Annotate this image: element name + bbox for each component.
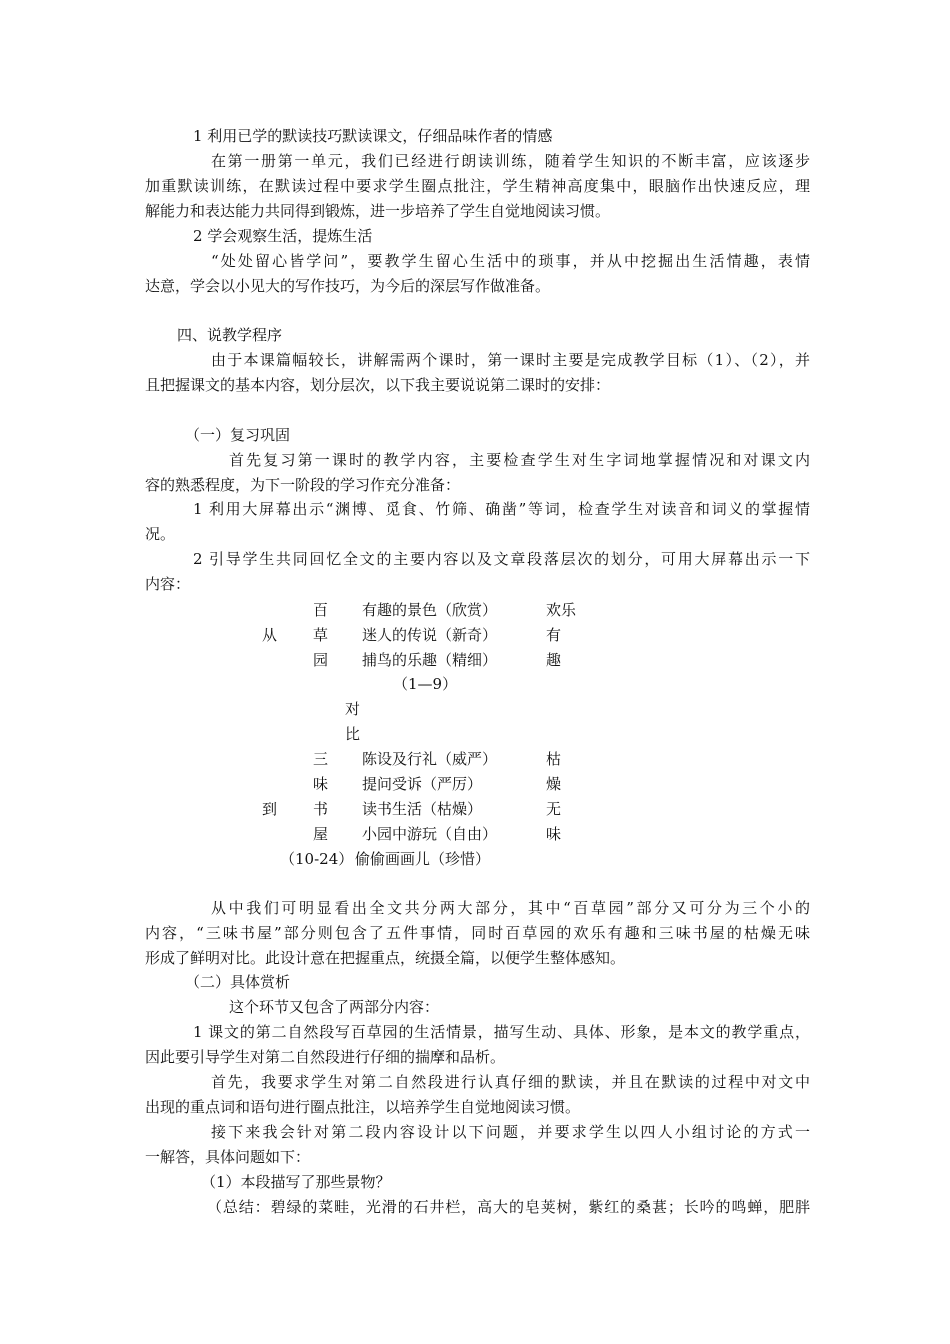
outline-item: 草 [313, 626, 329, 644]
text-line: 四、说教学程序 [177, 326, 283, 344]
text-line: 2 引导学生共同回忆全文的主要内容以及文章段落层次的划分，可用大屏幕出示一下 [193, 550, 810, 568]
outline-item: 有 [546, 626, 562, 644]
outline-item: （1—9） [393, 675, 458, 693]
outline-item: 无 [546, 800, 562, 818]
text-line: 在第一册第一单元，我们已经进行朗读训练，随着学生知识的不断丰富，应该逐步 [211, 152, 810, 170]
text-line: 1 利用已学的默读技巧默读课文，仔细品味作者的情感 [193, 127, 553, 145]
outline-item: 迷人的传说（新奇） [362, 626, 498, 644]
outline-item: 到 [262, 800, 278, 818]
outline-item: 陈设及行礼（威严） [362, 750, 498, 768]
outline-item: 百 [313, 601, 329, 619]
outline-item: 对 [345, 700, 361, 718]
text-line: 首先，我要求学生对第二自然段进行认真仔细的默读，并且在默读的过程中对文中 [211, 1073, 810, 1091]
outline-item: 欢乐 [546, 601, 577, 619]
text-line: 一解答，具体问题如下： [145, 1148, 311, 1166]
outline-item: 燥 [546, 775, 562, 793]
outline-item: 小园中游玩（自由） [362, 825, 498, 843]
text-line: 况。 [145, 525, 176, 543]
outline-item: 比 [345, 725, 361, 743]
outline-item: 趣 [546, 651, 562, 669]
outline-item: 从 [262, 626, 278, 644]
text-line: （一）复习巩固 [185, 426, 291, 444]
text-line: （二）具体赏析 [185, 973, 291, 991]
text-line: 达意，学会以小见大的写作技巧，为今后的深层写作做准备。 [145, 277, 551, 295]
outline-item: 提问受诉（严厉） [362, 775, 483, 793]
outline-item: 捕鸟的乐趣（精细） [362, 651, 498, 669]
text-line: 内容，“三味书屋”部分则包含了五件事情，同时百草园的欢乐有趣和三味书屋的枯燥无味 [145, 924, 810, 942]
text-line: （1）本段描写了那些景物？ [201, 1173, 391, 1191]
outline-item: （10-24） [280, 850, 354, 868]
outline-item: 枯 [546, 750, 562, 768]
outline-item: 书 [313, 800, 329, 818]
outline-item: 偷偷画画儿（珍惜） [355, 850, 491, 868]
text-line: 出现的重点词和语句进行圈点批注，以培养学生自觉地阅读习惯。 [145, 1098, 581, 1116]
text-line: “处处留心皆学问”，要教学生留心生活中的琐事，并从中挖掘出生活情趣，表情 [211, 252, 810, 270]
text-line: （总结：碧绿的菜畦，光滑的石井栏，高大的皂荚树，紫红的桑葚；长吟的鸣蝉，肥胖 [207, 1198, 810, 1216]
outline-item: 三 [313, 750, 329, 768]
text-line: 接下来我会针对第二段内容设计以下问题，并要求学生以四人小组讨论的方式一 [211, 1123, 810, 1141]
outline-item: 读书生活（枯燥） [362, 800, 483, 818]
text-line: 因此要引导学生对第二自然段进行仔细的揣摩和品析。 [145, 1048, 506, 1066]
text-line: 2 学会观察生活，提炼生活 [193, 227, 373, 245]
outline-item: 园 [313, 651, 329, 669]
text-line: 加重默读训练，在默读过程中要求学生圈点批注，学生精神高度集中，眼脑作出快速反应，理 [145, 177, 810, 195]
text-line: 由于本课篇幅较长，讲解需两个课时，第一课时主要是完成教学目标（1）、（2），并 [211, 351, 810, 369]
outline-item: 有趣的景色（欣赏） [362, 601, 498, 619]
text-line: 从中我们可明显看出全文共分两大部分，其中“百草园”部分又可分为三个小的 [211, 899, 810, 917]
text-line: 且把握课文的基本内容，划分层次，以下我主要说说第二课时的安排： [145, 376, 611, 394]
text-line: 首先复习第一课时的教学内容，主要检查学生对生字词地掌握情况和对课文内 [229, 451, 810, 469]
text-line: 这个环节又包含了两部分内容： [229, 998, 440, 1016]
text-line: 解能力和表达能力共同得到锻炼，进一步培养了学生自觉地阅读习惯。 [145, 202, 611, 220]
text-line: 1 课文的第二自然段写百草园的生活情景，描写生动、具体、形象，是本文的教学重点， [193, 1023, 810, 1041]
outline-item: 味 [546, 825, 562, 843]
outline-item: 味 [313, 775, 329, 793]
text-line: 1 利用大屏幕出示“渊博、觅食、竹筛、确凿”等词，检查学生对读音和词义的掌握情 [193, 500, 810, 518]
text-line: 内容： [145, 575, 191, 593]
outline-item: 屋 [313, 825, 329, 843]
text-line: 形成了鲜明对比。此设计意在把握重点，统摄全篇，以便学生整体感知。 [145, 949, 626, 967]
text-line: 容的熟悉程度，为下一阶段的学习作充分准备： [145, 476, 461, 494]
